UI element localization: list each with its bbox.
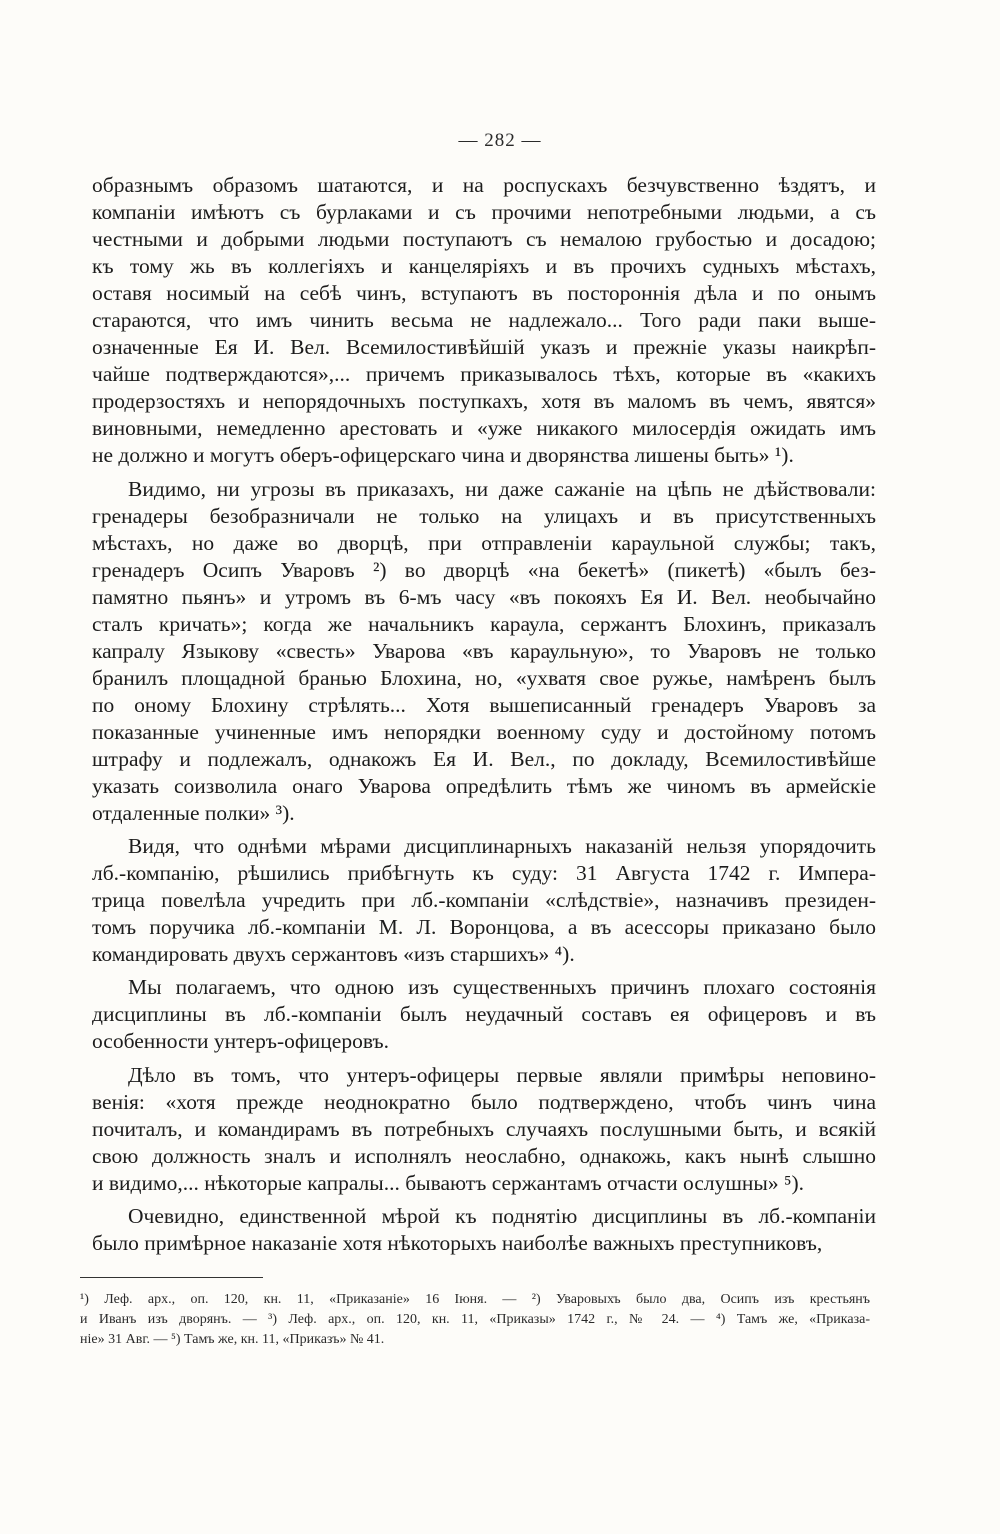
text-line: по оному Блохину стрѣлять... Хотя вышеписанный гренадеръ Уваровъ за xyxy=(92,692,876,717)
text-line: сталъ кричать»; когда же начальникъ караула, сержантъ Блохинъ, приказалъ xyxy=(92,611,876,636)
text-line: отдаленные полки» ³). xyxy=(92,801,295,826)
text-line: показанные учиненные имъ непорядки военному суду и достойному потомъ xyxy=(92,719,876,744)
text-line: капралу Языкову «свесть» Уварова «въ караульную», то Уваровъ не только xyxy=(92,638,876,663)
text-line: Мы полагаемъ, что одною изъ существенныхъ причинъ плохаго состоянія xyxy=(128,975,876,1000)
footnotes xyxy=(80,1290,870,1350)
text-line: Видя, что однѣми мѣрами дисциплинарныхъ наказаній нельзя упорядочить xyxy=(128,834,876,859)
text-line: почиталъ, и командирамъ въ потребныхъ случаяхъ послушными быть, и всякій xyxy=(92,1116,876,1141)
footnote-divider xyxy=(80,1277,263,1278)
text-line: честными и добрыми людьми поступаютъ съ немалою грубостью и досадою; xyxy=(92,227,876,252)
text-line: памятно пьянъ» и утромъ въ 6-мъ часу «въ покояхъ Ея И. Вел. необычайно xyxy=(92,584,876,609)
text-line: особенности унтеръ-офицеровъ. xyxy=(92,1029,389,1054)
paragraph xyxy=(92,172,876,470)
text-line: бранилъ площадной бранью Блохина, но, «ухватя свое ружье, намѣренъ былъ xyxy=(92,665,876,690)
text-line: Видимо, ни угрозы въ приказахъ, ни даже сажаніе на цѣпь не дѣйствовали: xyxy=(128,476,876,501)
footnote-line: ніе» 31 Авг. — ⁵) Тамъ же, кн. 11, «Приказъ» № 41. xyxy=(80,1332,385,1347)
footnote-line: и Иванъ изъ дворянъ. — ³) Леф. арх., оп. 120, кн. 11, «Приказы» 1742 г., № 24. — ⁴) Тамъ же, «Приказа- xyxy=(80,1312,870,1327)
text-line: образнымъ образомъ шатаются, и на роспускахъ безчувственно ѣздятъ, и xyxy=(92,173,876,197)
text-line: чайше подтверждаются»,... причемъ приказывалось тѣхъ, которые въ «какихъ xyxy=(92,362,876,387)
text-line: стараются, что имъ чинить весьма не надлежало... Того ради паки выше- xyxy=(92,308,876,333)
text-line: дисциплины въ лб.-компаніи былъ неудачный составъ ея офицеровъ и въ xyxy=(92,1002,876,1027)
page-number: — 282 — xyxy=(458,130,542,151)
main-text xyxy=(92,172,876,1257)
text-line: и видимо,... нѣкоторые капралы... бываютъ сержантамъ отчасти ослушны» ⁵). xyxy=(92,1170,804,1195)
paragraph xyxy=(92,1203,876,1257)
text-line: лб.-компанію, рѣшились прибѣгнуть къ суду: 31 Августа 1742 г. Импера- xyxy=(92,861,876,886)
text-line: компаніи имѣютъ съ бурлаками и съ прочими непотребными людьми, а съ xyxy=(92,200,876,225)
text-line: Очевидно, единственной мѣрой къ поднятію дисциплины въ лб.-компаніи xyxy=(128,1203,876,1228)
text-line: указать соизволила онаго Уварова опредѣлить тѣмъ же чиномъ въ армейскіе xyxy=(92,774,876,799)
text-line: гренадеръ Осипъ Уваровъ ²) во дворцѣ «на бекетѣ» (пикетѣ) «былъ без- xyxy=(92,557,876,582)
text-line: къ тому жь въ коллегіяхъ и канцеляріяхъ и въ прочихъ судныхъ мѣстахъ, xyxy=(92,254,876,279)
text-line: мѣстахъ, но даже во дворцѣ, при отправленіи караульной службы; такъ, xyxy=(92,530,876,555)
text-line: оставя носимый на себѣ чинъ, вступаютъ въ постороннія дѣла и по онымъ xyxy=(92,281,876,306)
paragraph xyxy=(92,974,876,1055)
text-line: означенные Ея И. Вел. Всемилостивѣйшій указъ и прежніе указы наикрѣп- xyxy=(92,335,876,360)
text-line: было примѣрное наказаніе хотя нѣкоторыхъ наиболѣе важныхъ преступниковъ, xyxy=(92,1230,823,1255)
text-line: гренадеры безобразничали не только на улицахъ и въ присутственныхъ xyxy=(92,503,876,528)
text-line: продерзостяхъ и непорядочныхъ поступкахъ, хотя въ маломъ въ чемъ, явятся» xyxy=(92,389,876,414)
text-line: виновными, немедленно арестовать и «уже никакого милосердія ожидать имъ xyxy=(92,416,876,441)
paragraph xyxy=(92,833,876,968)
text-line: Дѣло въ томъ, что унтеръ-офицеры первые являли примѣры неповино- xyxy=(128,1062,876,1087)
text-line: не должно и могутъ оберъ-офицерскаго чина и дворянства лишены быть» ¹). xyxy=(92,443,794,468)
text-line: свою должность зналъ и исполнялъ неослабно, однакожь, какъ нынѣ слышно xyxy=(92,1143,876,1168)
text-line: штрафу и подлежалъ, однакожъ Ея И. Вел., по докладу, Всемилостивѣйше xyxy=(92,746,876,771)
text-line: томъ поручика лб.-компаніи М. Л. Воронцова, а въ асессоры приказано было xyxy=(92,915,876,940)
paragraph xyxy=(92,476,876,828)
footnote-line: ¹) Леф. арх., оп. 120, кн. 11, «Приказаніе» 16 Іюня. — ²) Уваровыхъ было два, Осипъ изъ крестьянъ xyxy=(80,1292,870,1307)
text-line: трица повелѣла учредить при лб.-компаніи «слѣдствіе», назначивъ президен- xyxy=(92,888,876,913)
text-line: командировать двухъ сержантовъ «изъ старшихъ» ⁴). xyxy=(92,942,575,967)
paragraph xyxy=(92,1062,876,1197)
text-line: венія: «хотя прежде неоднократно было подтверждено, чтобъ чинъ чина xyxy=(92,1089,876,1114)
